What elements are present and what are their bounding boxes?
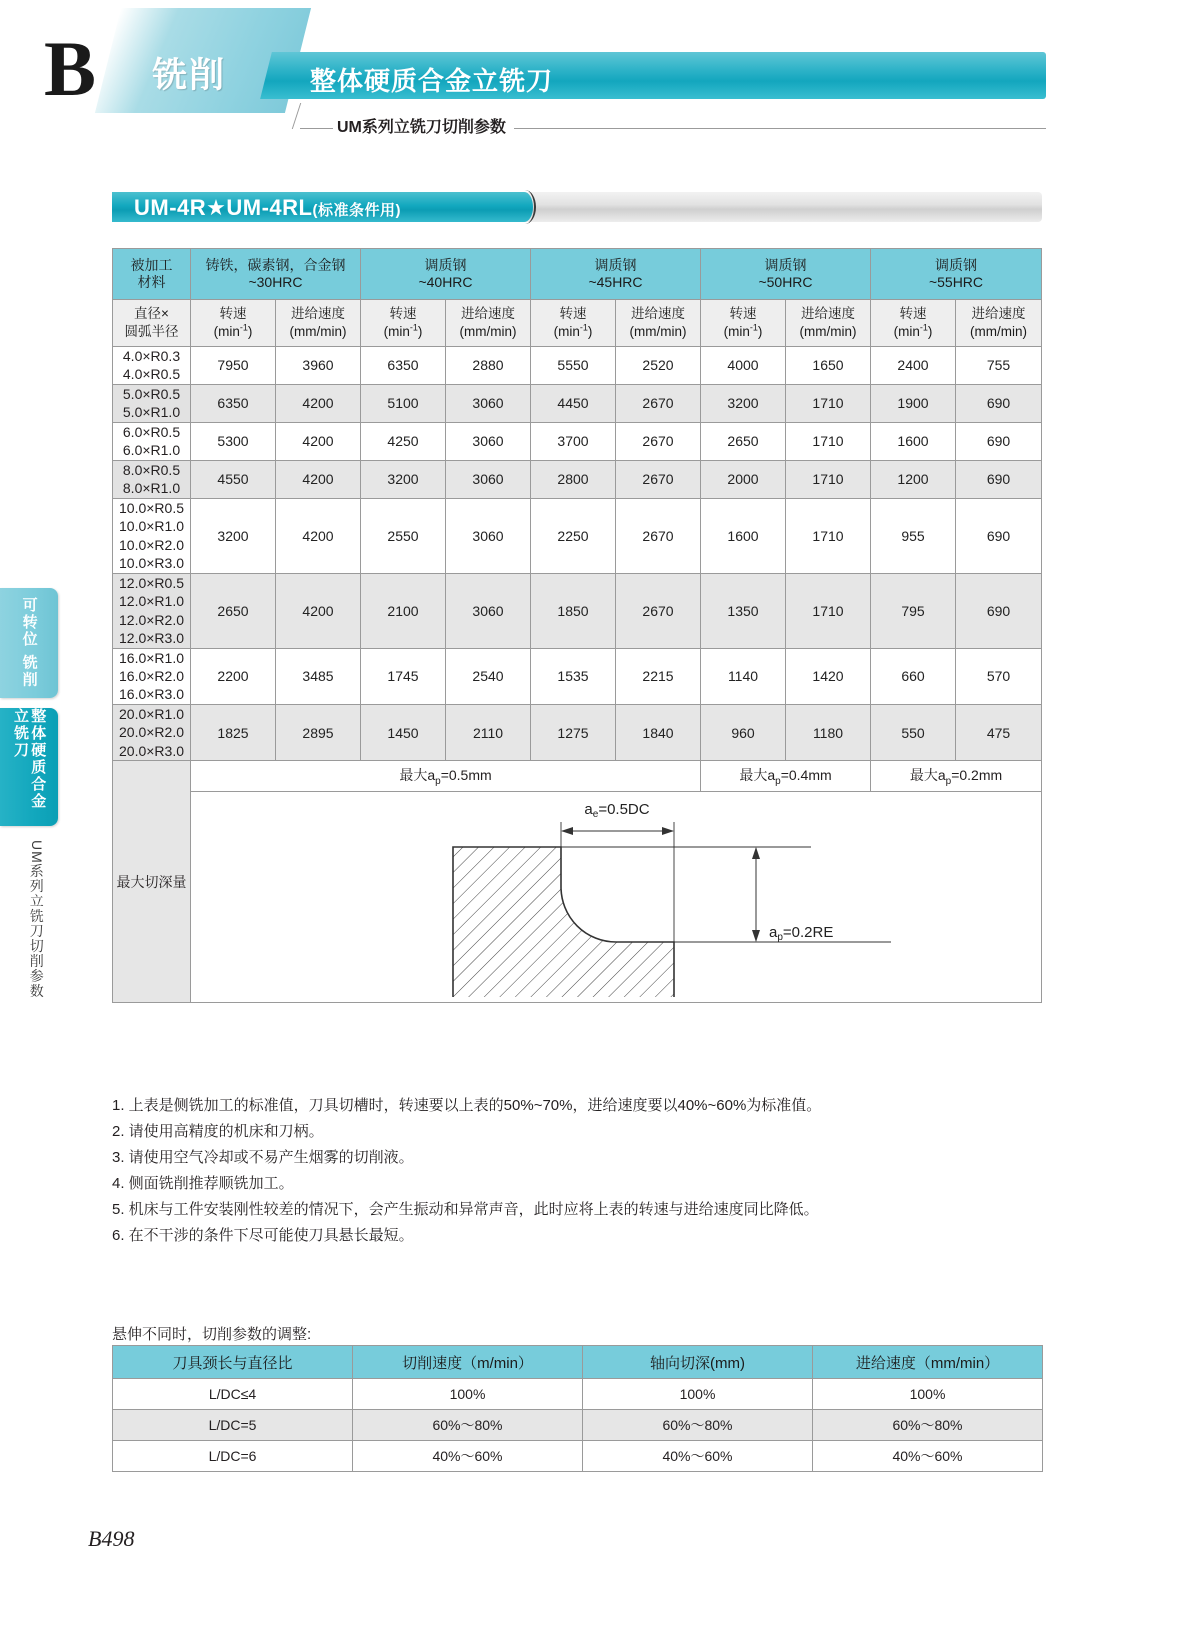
overhang-adjustment-table xyxy=(112,1345,1042,1472)
cell-percentage: 40%～60% xyxy=(813,1441,1043,1472)
cutting-depth-diagram-cell xyxy=(191,792,1042,1003)
bottom-header-2: 轴向切深(mm) xyxy=(583,1346,813,1379)
header-material-4 xyxy=(871,249,1042,300)
table-header-unit-row xyxy=(113,300,1042,347)
sidebar-vertical-note: UM系列立铣刀切削参数 xyxy=(28,840,45,999)
cell-spindle-speed: 4250 xyxy=(361,422,446,460)
header-title-bar xyxy=(288,52,1046,99)
table-row xyxy=(113,573,1042,648)
header-subtitle-diagonal xyxy=(292,103,329,129)
material-name: 调质钢 xyxy=(424,256,467,273)
sidebar-tab-solid-carbide-endmill[interactable] xyxy=(0,708,58,826)
header-speed-3 xyxy=(701,300,786,347)
cell-feed-rate: 4200 xyxy=(276,460,361,498)
cell-percentage: 100% xyxy=(583,1379,813,1410)
bottom-table-row xyxy=(113,1379,1043,1410)
cell-diameter-radius xyxy=(113,460,191,498)
cell-feed-rate: 690 xyxy=(956,422,1042,460)
cell-spindle-speed: 5300 xyxy=(191,422,276,460)
size-spec: 5.0×R0.5 xyxy=(122,385,181,402)
cell-feed-rate: 3060 xyxy=(446,422,531,460)
max-depth-label-cell xyxy=(113,761,191,1003)
note-item: 6. 在不干涉的条件下尽可能使刀具悬长最短。 xyxy=(112,1227,414,1244)
note-item: 1. 上表是侧铣加工的标准值，刀具切槽时，转速要以上表的50%~70%，进给速度要以40%~60%为标准值。 xyxy=(112,1097,822,1114)
cell-feed-rate: 1710 xyxy=(786,498,871,573)
cell-feed-rate: 1710 xyxy=(786,384,871,422)
cell-feed-rate: 4200 xyxy=(276,573,361,648)
bottom-header-3: 进给速度（mm/min） xyxy=(813,1346,1043,1379)
cell-spindle-speed: 2650 xyxy=(191,573,276,648)
size-spec: 12.0×R0.5 xyxy=(119,574,184,591)
bottom-table-row xyxy=(113,1410,1043,1441)
note-item: 5. 机床与工件安装刚性较差的情况下，会产生振动和异常声音，此时应将上表的转速与进给速度同比降低。 xyxy=(112,1201,819,1218)
cell-spindle-speed: 955 xyxy=(871,498,956,573)
header-feed-3 xyxy=(786,300,871,347)
cell-feed-rate: 2110 xyxy=(446,704,531,760)
cell-spindle-speed: 6350 xyxy=(191,384,276,422)
sidebar-tab-label: 整体硬质合金立铣刀 xyxy=(12,708,47,810)
cell-feed-rate: 1650 xyxy=(786,347,871,385)
cell-feed-rate: 1710 xyxy=(786,573,871,648)
header-title: 整体硬质合金立铣刀 xyxy=(310,66,554,96)
speed-unit: $(\min^{-1})$ xyxy=(723,322,763,340)
label-ae: $a_e=0.5DC$ xyxy=(584,801,650,821)
material-name: 铸铁，碳素钢，合金钢 xyxy=(205,256,346,273)
cell-feed-rate: 4200 xyxy=(276,498,361,573)
speed-label: 转速 xyxy=(219,306,247,322)
max-ap-05: 最大$a_p=0.5mm$ xyxy=(191,761,701,792)
page-header xyxy=(0,0,1200,150)
cell-spindle-speed: 1745 xyxy=(361,648,446,704)
size-spec: 10.0×R1.0 xyxy=(119,518,184,535)
cell-feed-rate: 4200 xyxy=(276,422,361,460)
table-row xyxy=(113,648,1042,704)
header-speed-4 xyxy=(871,300,956,347)
cell-feed-rate: 3485 xyxy=(276,648,361,704)
cell-spindle-speed: 6350 xyxy=(361,347,446,385)
cell-feed-rate: 3060 xyxy=(446,384,531,422)
size-spec: 6.0×R1.0 xyxy=(122,442,181,459)
cell-feed-rate: 690 xyxy=(956,460,1042,498)
speed-label: 转速 xyxy=(899,306,927,322)
cell-feed-rate: 570 xyxy=(956,648,1042,704)
material-hardness: ~40HRC xyxy=(418,274,473,290)
cell-spindle-speed: 960 xyxy=(701,704,786,760)
cell-spindle-speed: 5100 xyxy=(361,384,446,422)
cell-ldc-ratio: L/DC=6 xyxy=(113,1441,353,1472)
header-material-3 xyxy=(701,249,871,300)
bottom-table-body xyxy=(113,1379,1043,1472)
header-feed-4 xyxy=(956,300,1042,347)
note-item: 4. 侧面铣削推荐顺铣加工。 xyxy=(112,1175,294,1192)
cell-spindle-speed: 3700 xyxy=(531,422,616,460)
cell-spindle-speed: 2250 xyxy=(531,498,616,573)
cell-feed-rate: 2520 xyxy=(616,347,701,385)
sidebar-tab-label: 可转位 铣削 xyxy=(20,597,38,689)
size-spec: 4.0×R0.3 xyxy=(122,348,181,364)
note-item: 2. 请使用高精度的机床和刀柄。 xyxy=(112,1123,324,1140)
cell-diameter-radius xyxy=(113,573,191,648)
cell-feed-rate: 2670 xyxy=(616,498,701,573)
material-hardness: ~30HRC xyxy=(248,274,303,290)
cell-feed-rate: 2215 xyxy=(616,648,701,704)
cell-diameter-radius xyxy=(113,347,191,385)
speed-unit: $(\min^{-1})$ xyxy=(383,322,423,340)
cell-feed-rate: 1420 xyxy=(786,648,871,704)
cell-spindle-speed: 4550 xyxy=(191,460,276,498)
note-item: 3. 请使用空气冷却或不易产生烟雾的切削液。 xyxy=(112,1149,414,1166)
feed-label: 进给速度 xyxy=(291,306,345,322)
cell-spindle-speed: 1825 xyxy=(191,704,276,760)
cell-spindle-speed: 3200 xyxy=(361,460,446,498)
notes-list xyxy=(112,1098,1012,1254)
size-spec: 12.0×R1.0 xyxy=(119,593,184,610)
table-body xyxy=(113,347,1042,761)
cell-spindle-speed: 2650 xyxy=(701,422,786,460)
cell-feed-rate: 2540 xyxy=(446,648,531,704)
cell-spindle-speed: 2200 xyxy=(191,648,276,704)
size-spec: 12.0×R2.0 xyxy=(119,611,184,628)
size-spec: 10.0×R3.0 xyxy=(119,555,184,572)
cell-spindle-speed: 3200 xyxy=(191,498,276,573)
cell-spindle-speed: 4000 xyxy=(701,347,786,385)
size-spec: 20.0×R1.0 xyxy=(119,705,184,722)
feed-unit: (mm/min) xyxy=(289,324,347,339)
cell-spindle-speed: 2800 xyxy=(531,460,616,498)
cell-feed-rate: 3060 xyxy=(446,498,531,573)
header-diameter-line1: 直径× xyxy=(134,306,169,322)
cell-feed-rate: 1840 xyxy=(616,704,701,760)
section-banner-label xyxy=(134,195,401,221)
cell-spindle-speed: 2100 xyxy=(361,573,446,648)
material-name: 调质钢 xyxy=(764,256,807,273)
page-number: B498 xyxy=(88,1526,135,1551)
table-row xyxy=(113,498,1042,573)
bottom-header-0: 刀具颈长与直径比 xyxy=(113,1346,353,1379)
cell-feed-rate: 3060 xyxy=(446,573,531,648)
cell-feed-rate: 755 xyxy=(956,347,1042,385)
cell-feed-rate: 2670 xyxy=(616,573,701,648)
cell-diameter-radius xyxy=(113,704,191,760)
cell-percentage: 40%～60% xyxy=(353,1441,583,1472)
cell-spindle-speed: 7950 xyxy=(191,347,276,385)
cell-feed-rate: 690 xyxy=(956,384,1042,422)
header-diameter-radius xyxy=(113,300,191,347)
section-banner-main: UM-4R★UM-4RL xyxy=(134,195,313,220)
size-spec: 12.0×R3.0 xyxy=(119,630,184,647)
cell-feed-rate: 1710 xyxy=(786,460,871,498)
header-category-label: 铣削 xyxy=(152,56,227,95)
material-name: 调质钢 xyxy=(594,256,637,273)
cell-feed-rate: 4200 xyxy=(276,384,361,422)
cell-spindle-speed: 795 xyxy=(871,573,956,648)
header-diameter-line2: 圆弧半径 xyxy=(124,324,179,339)
speed-label: 转速 xyxy=(389,306,417,322)
max-ap-04: 最大$a_p=0.4mm$ xyxy=(701,761,871,792)
bottom-table-row xyxy=(113,1441,1043,1472)
cell-spindle-speed: 1450 xyxy=(361,704,446,760)
cell-feed-rate: 690 xyxy=(956,573,1042,648)
material-hardness: ~50HRC xyxy=(758,274,813,290)
cell-spindle-speed: 660 xyxy=(871,648,956,704)
cell-feed-rate: 2895 xyxy=(276,704,361,760)
cell-spindle-speed: 2550 xyxy=(361,498,446,573)
feed-unit: (mm/min) xyxy=(970,324,1027,339)
cell-feed-rate: 2670 xyxy=(616,384,701,422)
cell-spindle-speed: 1275 xyxy=(531,704,616,760)
cell-percentage: 60%～80% xyxy=(813,1410,1043,1441)
cell-spindle-speed: 1140 xyxy=(701,648,786,704)
size-spec: 10.0×R2.0 xyxy=(119,536,184,553)
cell-feed-rate: 2880 xyxy=(446,347,531,385)
header-workpiece-line1: 被加工 xyxy=(130,256,173,273)
section-banner-suffix: (标准条件用) xyxy=(312,202,401,219)
size-spec: 16.0×R1.0 xyxy=(119,649,184,666)
cutting-depth-diagram xyxy=(191,792,1041,997)
cell-feed-rate: 1710 xyxy=(786,422,871,460)
cell-feed-rate: 3960 xyxy=(276,347,361,385)
header-material-2 xyxy=(531,249,701,300)
feed-label: 进给速度 xyxy=(801,306,855,322)
feed-label: 进给速度 xyxy=(631,306,685,322)
size-spec: 5.0×R1.0 xyxy=(122,404,181,421)
speed-label: 转速 xyxy=(729,306,757,322)
overhang-adjustment-caption: 悬伸不同时，切削参数的调整: xyxy=(112,1326,312,1343)
cell-spindle-speed: 5550 xyxy=(531,347,616,385)
header-material-0 xyxy=(191,249,361,300)
speed-unit: $(\min^{-1})$ xyxy=(213,322,253,340)
cell-spindle-speed: 1350 xyxy=(701,573,786,648)
material-name: 调质钢 xyxy=(935,256,977,273)
size-spec: 4.0×R0.5 xyxy=(122,366,181,383)
speed-unit: $(\min^{-1})$ xyxy=(893,322,933,340)
size-spec: 16.0×R2.0 xyxy=(119,667,184,684)
material-hardness: ~55HRC xyxy=(928,274,984,290)
size-spec: 6.0×R0.5 xyxy=(122,423,181,440)
section-letter: B xyxy=(44,25,97,112)
cell-spindle-speed: 550 xyxy=(871,704,956,760)
feed-unit: (mm/min) xyxy=(799,324,857,339)
cell-feed-rate: 690 xyxy=(956,498,1042,573)
header-speed-2 xyxy=(531,300,616,347)
cell-spindle-speed: 1600 xyxy=(871,422,956,460)
cell-spindle-speed: 1200 xyxy=(871,460,956,498)
cell-percentage: 40%～60% xyxy=(583,1441,813,1472)
cell-percentage: 60%～80% xyxy=(583,1410,813,1441)
header-workpiece-line2: 材料 xyxy=(137,274,166,290)
cutting-parameter-table xyxy=(112,248,1042,1003)
header-speed-0 xyxy=(191,300,276,347)
cell-feed-rate: 2670 xyxy=(616,422,701,460)
cell-spindle-speed: 1850 xyxy=(531,573,616,648)
table-row xyxy=(113,460,1042,498)
section-banner xyxy=(112,192,1042,226)
header-subtitle: UM系列立铣刀切削参数 xyxy=(333,114,514,137)
feed-unit: (mm/min) xyxy=(629,324,687,339)
header-feed-2 xyxy=(616,300,701,347)
material-hardness: ~45HRC xyxy=(588,274,643,290)
cell-spindle-speed: 1535 xyxy=(531,648,616,704)
feed-label: 进给速度 xyxy=(461,306,515,322)
table-row xyxy=(113,704,1042,760)
header-feed-0 xyxy=(276,300,361,347)
cell-feed-rate: 2670 xyxy=(616,460,701,498)
cell-diameter-radius xyxy=(113,648,191,704)
cell-diameter-radius xyxy=(113,422,191,460)
speed-label: 转速 xyxy=(559,306,587,322)
table-footer-section xyxy=(113,761,1042,1003)
cell-spindle-speed: 3200 xyxy=(701,384,786,422)
max-depth-label: 最大切深量 xyxy=(116,873,187,890)
size-spec: 20.0×R2.0 xyxy=(119,724,184,741)
feed-label: 进给速度 xyxy=(971,306,1026,322)
cell-feed-rate: 3060 xyxy=(446,460,531,498)
cell-spindle-speed: 1600 xyxy=(701,498,786,573)
size-spec: 8.0×R0.5 xyxy=(122,461,181,478)
cell-ldc-ratio: L/DC≤4 xyxy=(113,1379,353,1410)
table-header-material-row xyxy=(113,249,1042,300)
cell-percentage: 60%～80% xyxy=(353,1410,583,1441)
size-spec: 16.0×R3.0 xyxy=(119,686,184,703)
table-row xyxy=(113,384,1042,422)
table-row xyxy=(113,347,1042,385)
sidebar-tab-indexable-milling[interactable] xyxy=(0,588,58,698)
label-ap: $a_p=0.2RE$ xyxy=(769,924,834,944)
size-spec: 20.0×R3.0 xyxy=(119,742,184,759)
cell-feed-rate: 1180 xyxy=(786,704,871,760)
cell-spindle-speed: 1900 xyxy=(871,384,956,422)
header-material-1 xyxy=(361,249,531,300)
max-depth-row xyxy=(113,761,1042,792)
bottom-table-header-row xyxy=(113,1346,1043,1379)
header-speed-1 xyxy=(361,300,446,347)
size-spec: 8.0×R1.0 xyxy=(122,480,181,497)
cell-feed-rate: 475 xyxy=(956,704,1042,760)
cell-ldc-ratio: L/DC=5 xyxy=(113,1410,353,1441)
bottom-header-1: 切削速度（m/min） xyxy=(353,1346,583,1379)
cell-diameter-radius xyxy=(113,384,191,422)
feed-unit: (mm/min) xyxy=(459,324,517,339)
size-spec: 10.0×R0.5 xyxy=(119,499,184,516)
table-row xyxy=(113,422,1042,460)
cell-spindle-speed: 2000 xyxy=(701,460,786,498)
header-feed-1 xyxy=(446,300,531,347)
header-workpiece-material xyxy=(113,249,191,300)
cell-spindle-speed: 2400 xyxy=(871,347,956,385)
cell-spindle-speed: 4450 xyxy=(531,384,616,422)
diagram-row xyxy=(113,792,1042,1003)
cell-diameter-radius xyxy=(113,498,191,573)
speed-unit: $(\min^{-1})$ xyxy=(553,322,593,340)
cell-percentage: 100% xyxy=(353,1379,583,1410)
max-ap-02: 最大$a_p=0.2mm$ xyxy=(871,761,1042,792)
cell-percentage: 100% xyxy=(813,1379,1043,1410)
